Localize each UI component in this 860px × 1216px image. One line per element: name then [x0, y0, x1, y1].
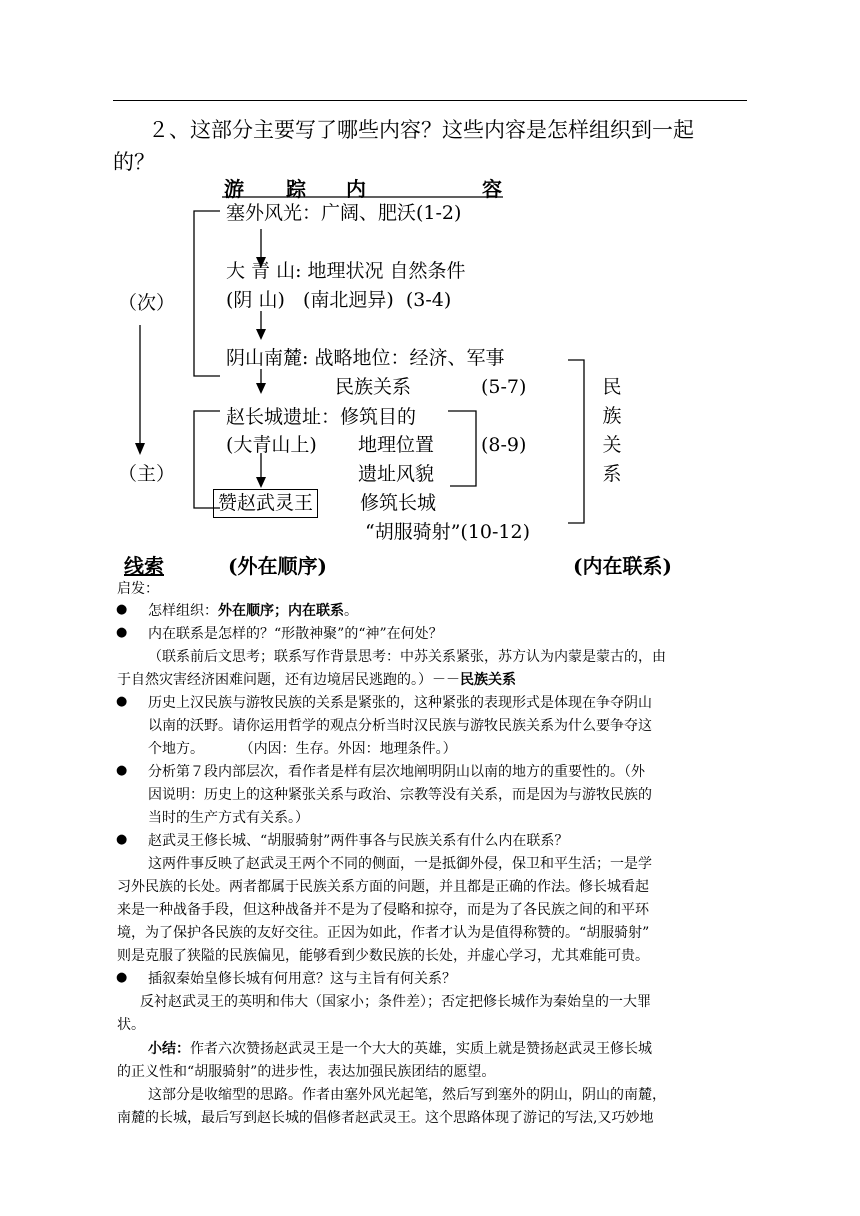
label-inner-link: (内在联系) — [573, 554, 672, 578]
row-minzu-guanxi: 民族关系 — [335, 376, 412, 398]
row-dili-weizhi: 地理位置 — [358, 434, 435, 456]
row-zan-zhaowulingwang: 赞赵武灵王 — [213, 489, 318, 518]
row-hufu-qishe: “胡服骑射”(10-12) — [365, 521, 531, 543]
header-char-zong: 踪 — [286, 177, 306, 201]
section-8-9-bracket — [448, 411, 476, 486]
para-1-line-1: （联系前后文思考；联系写作背景思考：中苏关系紧张，苏方认为内蒙是蒙古的，由 — [148, 649, 666, 665]
row-daqingshan: 大 青 山: 地理状况 自然条件 — [226, 260, 466, 282]
bullet-1-text: 怎样组织：外在顺序；内在联系。 — [148, 603, 358, 619]
bullet-4-line-3: 当时的生产方式有关系。） — [148, 810, 309, 826]
para-5-line-2: 南麓的长城，最后写到赵长城的倡修者赵武灵王。这个思路体现了游记的写法,又巧妙地 — [117, 1110, 654, 1126]
row-yizhi-fengmao: 遗址风貌 — [358, 463, 435, 485]
bullet-3-line-2: 以南的沃野。请你运用哲学的观点分析当时汉民族与游牧民族关系为什么要争夺这 — [148, 718, 652, 734]
label-outer-order: (外在顺序) — [228, 554, 327, 578]
bullet-5: ● — [116, 832, 128, 847]
bullet-4: ● — [116, 763, 128, 778]
para-2-line-3: 来是一种战备手段，但这种战备并不是为了侵略和掠夺，而是为了各民族之间的和平环 — [117, 902, 649, 918]
qifa-label: 启发： — [117, 581, 159, 597]
arrow-3 — [256, 383, 266, 394]
bullet-1: ● — [116, 602, 128, 617]
para-2-line-1: 这两件事反映了赵武灵王两个不同的侧面，一是抵御外侵，保卫和平生活；一是学 — [148, 856, 652, 872]
header-char-you: 游 — [224, 177, 244, 201]
para-5-line-1: 这部分是收缩型的思路。作者由塞外风光起笔，然后写到塞外的阴山，阴山的南麓， — [148, 1087, 666, 1103]
bullet-3-line-3: 个地方。 （内因：生存。外因：地理条件。） — [148, 741, 457, 757]
row-yinshan: (阴 山) (南北迥异) (3-4) — [226, 289, 452, 311]
row-zhao-changcheng: 赵长城遗址：修筑目的 — [226, 406, 417, 428]
bullet-5-text: 赵武灵王修长城、“胡服骑射”两件事各与民族关系有什么内在联系？ — [148, 833, 569, 849]
bullet-6: ● — [116, 970, 128, 985]
para-1-line-2: 于自然灾害经济困难问题，还有边境居民逃跑的。）－－民族关系 — [117, 672, 516, 688]
right-bracket — [568, 360, 584, 523]
label-xiansuo: 线索 — [124, 554, 164, 578]
para-2-line-5: 则是克服了狭隘的民族偏见，能够看到少数民族的长处，并虚心学习，尤其难能可贵。 — [117, 948, 649, 964]
bullet-3-line-1: 历史上汉民族与游牧民族的关系是紧张的，这种紧张的表现形式是体现在争夺阴山 — [148, 695, 652, 711]
para-3-line-1: 反衬赵武灵王的英明和伟大（国家小；条件差）；否定把修长城作为秦始皇的一大罪 — [140, 994, 651, 1010]
bullet-2-text: 内在联系是怎样的？“形散神聚”的“神”在何处？ — [148, 626, 443, 642]
row-section-5-7: (5-7) — [481, 376, 527, 398]
arrow-4 — [256, 477, 266, 488]
row-section-8-9: (8-9) — [481, 434, 527, 456]
para-3-line-2: 状。 — [117, 1017, 145, 1033]
row-yinshan-nanlu: 阴山南麓: 战略地位：经济、军事 — [226, 347, 505, 369]
para-2-line-2: 习外民族的长处。两者都属于民族关系方面的问题，并且都是正确的作法。修长城看起 — [117, 879, 649, 895]
label-main: （主） — [118, 463, 176, 485]
label-secondary: （次） — [118, 292, 176, 314]
question-line-1: ２、这部分主要写了哪些内容？这些内容是怎样组织到一起 — [148, 118, 694, 142]
left-arrow-head — [135, 443, 145, 455]
row-saiwai: 塞外风光：广阔、肥沃(1-2) — [226, 202, 462, 224]
bullet-2: ● — [116, 625, 128, 640]
secondary-bracket — [194, 211, 220, 376]
bullet-4-line-2: 因说明：历史上的这种紧张关系与政治、宗教等没有关系，而是因为与游牧民族的 — [148, 787, 652, 803]
arrow-2 — [256, 329, 266, 340]
row-xiuzhu-changcheng: 修筑长城 — [360, 492, 437, 514]
row-daqingshan-shang: (大青山上) — [226, 434, 317, 456]
para-4-line-1: 小结：作者六次赞扬赵武灵王是一个大大的英雄，实质上就是赞扬赵武灵王修长城 — [148, 1041, 652, 1057]
bullet-6-text: 插叙秦始皇修长城有何用意？这与主旨有何关系？ — [148, 971, 456, 987]
label-minzu-guanxi: 民族关系 — [602, 376, 622, 485]
question-line-2: 的？ — [113, 150, 155, 174]
para-4-line-2: 的正义性和“胡服骑射”的进步性，表达加强民族团结的愿望。 — [117, 1064, 496, 1080]
para-2-line-4: 境，为了保护各民族的友好交往。正因为如此，作者才认为是值得称赞的。“胡服骑射” — [117, 925, 650, 941]
bullet-4-line-1: 分析第７段内部层次，看作者是样有层次地阐明阴山以南的地方的重要性的。（外 — [148, 764, 645, 780]
header-char-nei: 内 — [346, 177, 366, 201]
bullet-3: ● — [116, 694, 128, 709]
header-char-rong: 容 — [482, 177, 502, 201]
